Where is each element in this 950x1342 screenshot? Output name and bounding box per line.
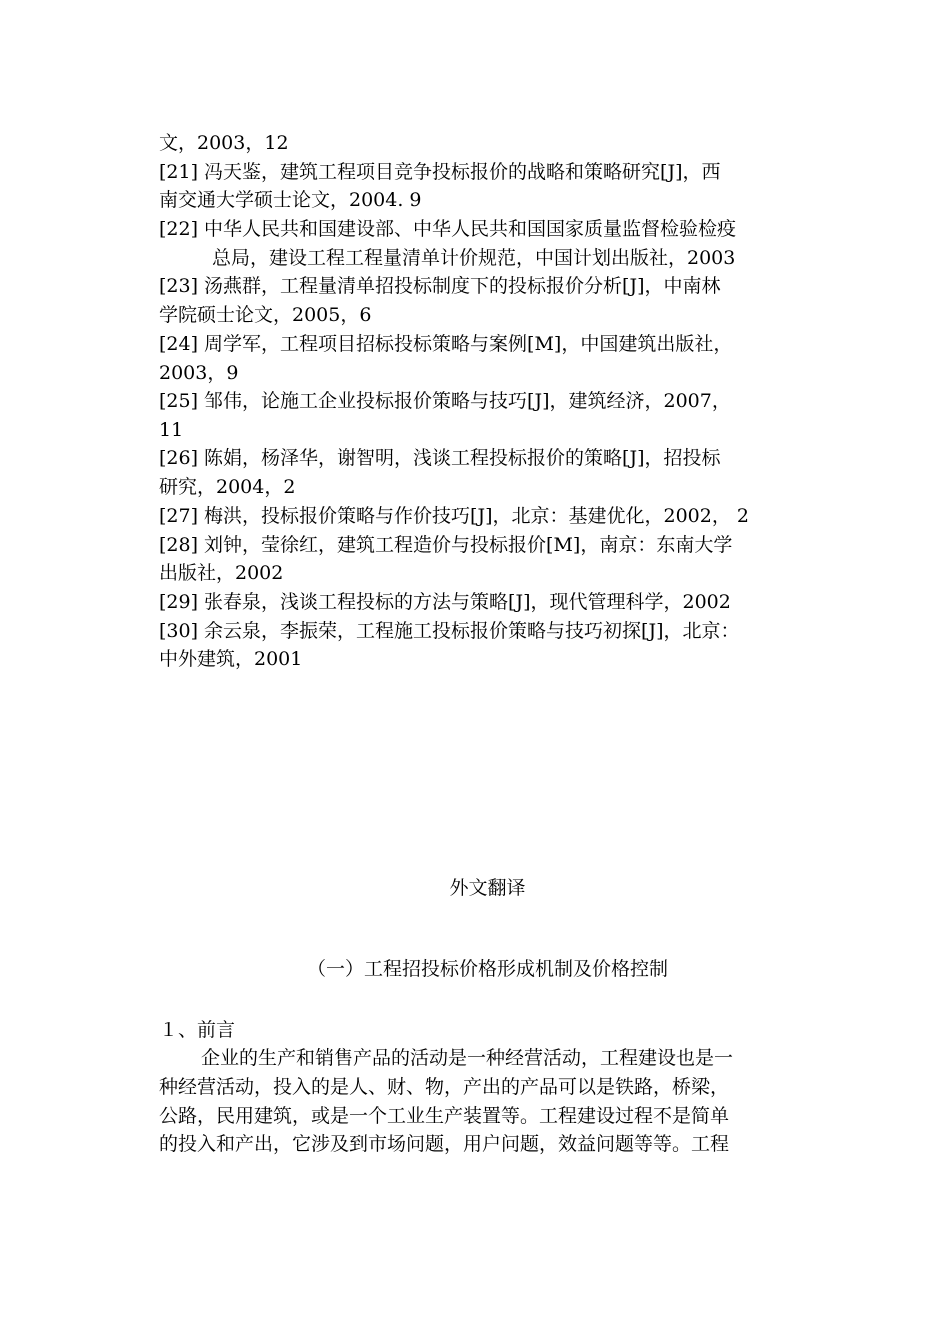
reference-line: [24] 周学军，工程项目招标投标策略与案例[M]，中国建筑出版社， [159,333,733,355]
reference-line: [26] 陈娟，杨泽华，谢智明，浅谈工程投标报价的策略[J]，招投标 [159,447,721,469]
reference-line: 研究，2004，2 [159,476,296,498]
body-line: 的投入和产出，它涉及到市场问题，用户问题，效益问题等等。工程 [159,1133,730,1155]
reference-line: 总局，建设工程工程量清单计价规范，中国计划出版社，2003 [212,247,736,269]
reference-line: [22] 中华人民共和国建设部、中华人民共和国国家质量监督检验检疫 [159,218,737,240]
reference-line: 文，2003，12 [159,132,289,154]
reference-line: [29] 张春泉，浅谈工程投标的方法与策略[J]，现代管理科学，2002 [159,591,731,613]
reference-line: [25] 邹伟，论施工企业投标报价策略与技巧[J]，建筑经济，2007， [159,390,731,412]
body-line: 种经营活动，投入的是人、财、物，产出的产品可以是铁路，桥梁， [159,1076,730,1098]
translation-subheading: （一）工程招投标价格形成机制及价格控制 [306,958,668,980]
body-line: 公路，民用建筑，或是一个工业生产装置等。工程建设过程不是简单 [159,1105,730,1127]
reference-line: 学院硕士论文，2005，6 [159,304,372,326]
reference-line: [30] 余云泉，李振荣，工程施工投标报价策略与技巧初探[J]，北京： [159,620,740,642]
body-line: 企业的生产和销售产品的活动是一种经营活动，工程建设也是一 [201,1047,734,1069]
translation-heading: 外文翻译 [449,877,526,899]
reference-line: 南交通大学硕士论文，2004. 9 [159,189,422,211]
reference-line: [28] 刘钟，莹徐红，建筑工程造价与投标报价[M]，南京：东南大学 [159,534,733,556]
reference-line: [21] 冯天鉴，建筑工程项目竞争投标报价的战略和策略研究[J]，西 [159,161,721,183]
reference-line: 11 [159,419,184,441]
section-title: １、前言 [159,1019,236,1041]
reference-line: 中外建筑，2001 [159,648,303,670]
reference-line: 出版社，2002 [159,562,284,584]
reference-line: [27] 梅洪，投标报价策略与作价技巧[J]，北京：基建优化，2002， 2 [159,505,749,527]
reference-line: [23] 汤燕群，工程量清单招投标制度下的投标报价分析[J]，中南林 [159,275,721,297]
reference-line: 2003，9 [159,362,239,384]
